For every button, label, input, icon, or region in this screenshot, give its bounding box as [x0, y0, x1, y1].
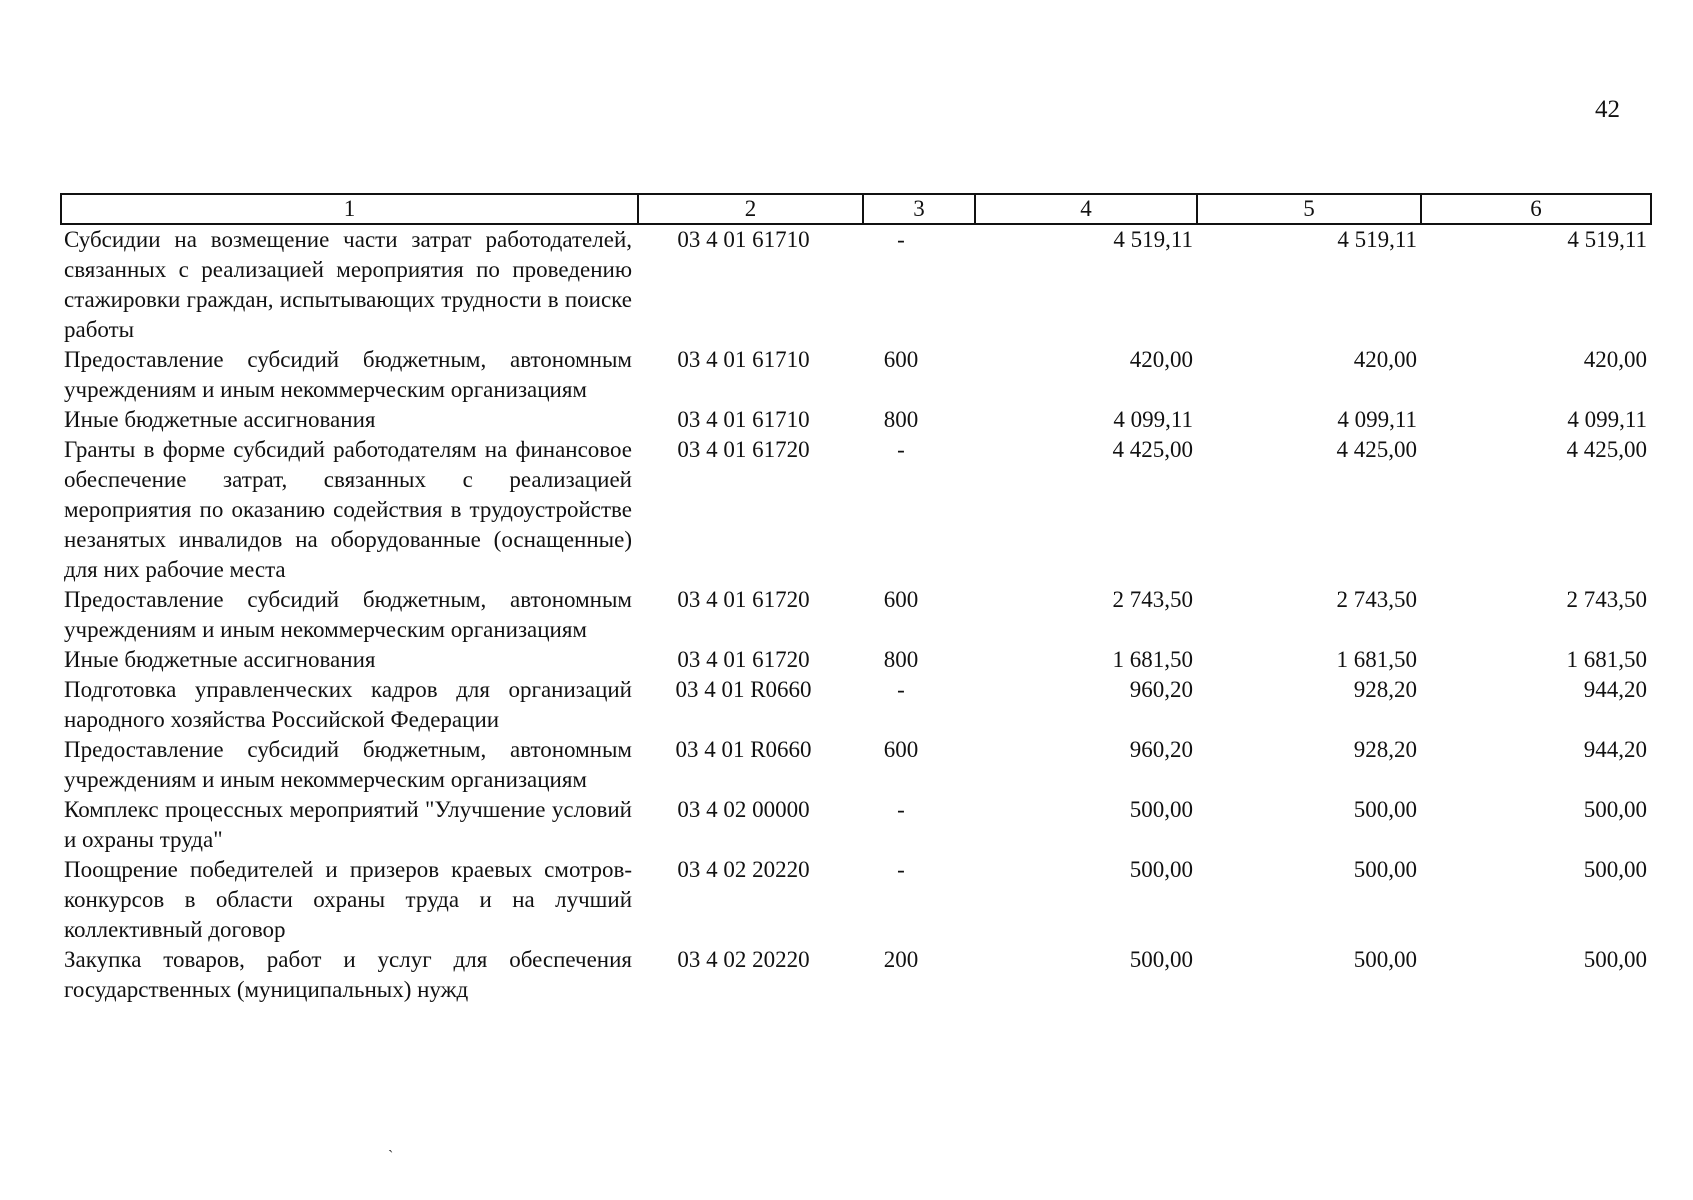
row-name: Иные бюджетные ассигнования: [64, 407, 376, 432]
row-code: 03 4 01 61720: [677, 587, 810, 612]
row-expense-type: -: [897, 227, 905, 252]
row-name: Поощрение победителей и призеров краевых смотров-конкурсов в области охраны труда и на лучший коллективный договор: [64, 857, 632, 942]
row-name: Предоставление субсидий бюджетным, автономным учреждениям и иным некоммерческим организациям: [64, 587, 632, 642]
header-col-4: 4: [975, 194, 1197, 224]
row-value-col4: 500,00: [1129, 947, 1193, 972]
row-value-col5: 928,20: [1353, 737, 1417, 762]
row-name: Комплекс процессных мероприятий "Улучшение условий и охраны труда": [64, 797, 632, 852]
row-value-col4: 1 681,50: [1112, 647, 1193, 672]
row-value-col4: 4 425,00: [1112, 437, 1193, 462]
header-col-6: 6: [1421, 194, 1651, 224]
row-value-col5: 4 519,11: [1337, 227, 1417, 252]
header-col-3: 3: [863, 194, 975, 224]
table-row: [61, 435, 1651, 585]
table-row: [61, 645, 1651, 675]
row-value-col6: 944,20: [1583, 737, 1647, 762]
table-row: [61, 855, 1651, 945]
table-row: [61, 345, 1651, 405]
row-value-col6: 500,00: [1583, 857, 1647, 882]
row-code: 03 4 01 61720: [677, 647, 810, 672]
row-expense-type: 600: [883, 587, 919, 612]
row-name: Закупка товаров, работ и услуг для обеспечения государственных (муниципальных) нужд: [64, 947, 632, 1002]
table-row: [61, 224, 1651, 345]
row-value-col5: 2 743,50: [1336, 587, 1417, 612]
row-name: Предоставление субсидий бюджетным, автономным учреждениям и иным некоммерческим организациям: [64, 737, 632, 792]
row-value-col5: 500,00: [1353, 947, 1417, 972]
table-row: [61, 945, 1651, 1005]
row-value-col4: 500,00: [1129, 797, 1193, 822]
budget-table: [60, 193, 1652, 1005]
row-value-col5: 4 099,11: [1337, 407, 1417, 432]
row-expense-type: -: [897, 797, 905, 822]
row-value-col4: 500,00: [1129, 857, 1193, 882]
row-name: Иные бюджетные ассигнования: [64, 647, 376, 672]
row-value-col6: 2 743,50: [1566, 587, 1647, 612]
row-name: Подготовка управленческих кадров для организаций народного хозяйства Российской Федерации: [64, 677, 632, 732]
row-code: 03 4 02 20220: [677, 857, 810, 882]
row-code: 03 4 01 61710: [677, 227, 810, 252]
table-row: [61, 585, 1651, 645]
scan-speck: ˋ: [388, 1148, 394, 1165]
row-name: Предоставление субсидий бюджетным, автономным учреждениям и иным некоммерческим организациям: [64, 347, 632, 402]
table-row: [61, 675, 1651, 735]
table-row: [61, 405, 1651, 435]
table-row: [61, 795, 1651, 855]
row-code: 03 4 01 61710: [677, 347, 810, 372]
page-number: 42: [1595, 96, 1620, 123]
row-code: 03 4 01 R0660: [675, 677, 812, 702]
row-value-col4: 960,20: [1129, 677, 1193, 702]
row-code: 03 4 02 20220: [677, 947, 810, 972]
row-value-col6: 4 425,00: [1566, 437, 1647, 462]
header-col-2: 2: [638, 194, 863, 224]
row-value-col5: 500,00: [1353, 797, 1417, 822]
row-value-col4: 4 099,11: [1113, 407, 1193, 432]
row-code: 03 4 01 61710: [677, 407, 810, 432]
row-expense-type: 800: [883, 647, 919, 672]
row-code: 03 4 01 R0660: [675, 737, 812, 762]
row-expense-type: -: [897, 857, 905, 882]
row-code: 03 4 02 00000: [677, 797, 810, 822]
row-value-col5: 500,00: [1353, 857, 1417, 882]
row-value-col5: 1 681,50: [1336, 647, 1417, 672]
row-value-col5: 420,00: [1353, 347, 1417, 372]
row-value-col4: 960,20: [1129, 737, 1193, 762]
row-expense-type: -: [897, 677, 905, 702]
header-col-1: 1: [61, 194, 638, 224]
row-expense-type: -: [897, 437, 905, 462]
row-value-col4: 420,00: [1129, 347, 1193, 372]
row-value-col6: 4 099,11: [1567, 407, 1647, 432]
row-value-col6: 4 519,11: [1567, 227, 1647, 252]
row-value-col6: 420,00: [1583, 347, 1647, 372]
row-value-col5: 928,20: [1353, 677, 1417, 702]
row-code: 03 4 01 61720: [677, 437, 810, 462]
table-body: [61, 224, 1651, 1005]
table-header: [61, 194, 1651, 224]
row-expense-type: 200: [883, 947, 919, 972]
row-expense-type: 600: [883, 347, 919, 372]
header-col-5: 5: [1197, 194, 1421, 224]
row-value-col6: 944,20: [1583, 677, 1647, 702]
row-expense-type: 600: [883, 737, 919, 762]
row-value-col4: 4 519,11: [1113, 227, 1193, 252]
row-value-col6: 500,00: [1583, 797, 1647, 822]
row-name: Субсидии на возмещение части затрат работодателей, связанных с реализацией мероприятия по проведению стажировки граждан, испытывающих трудности в поиске работы: [64, 227, 632, 342]
table-row: [61, 735, 1651, 795]
row-value-col6: 1 681,50: [1566, 647, 1647, 672]
row-name: Гранты в форме субсидий работодателям на финансовое обеспечение затрат, связанных с реализацией мероприятия по оказанию содействия в трудоустройстве незанятых инвалидов на оборудованные (оснащенные) для них рабочие места: [64, 437, 632, 582]
row-expense-type: 800: [883, 407, 919, 432]
row-value-col6: 500,00: [1583, 947, 1647, 972]
row-value-col5: 4 425,00: [1336, 437, 1417, 462]
row-value-col4: 2 743,50: [1112, 587, 1193, 612]
header-row: [61, 194, 1651, 224]
